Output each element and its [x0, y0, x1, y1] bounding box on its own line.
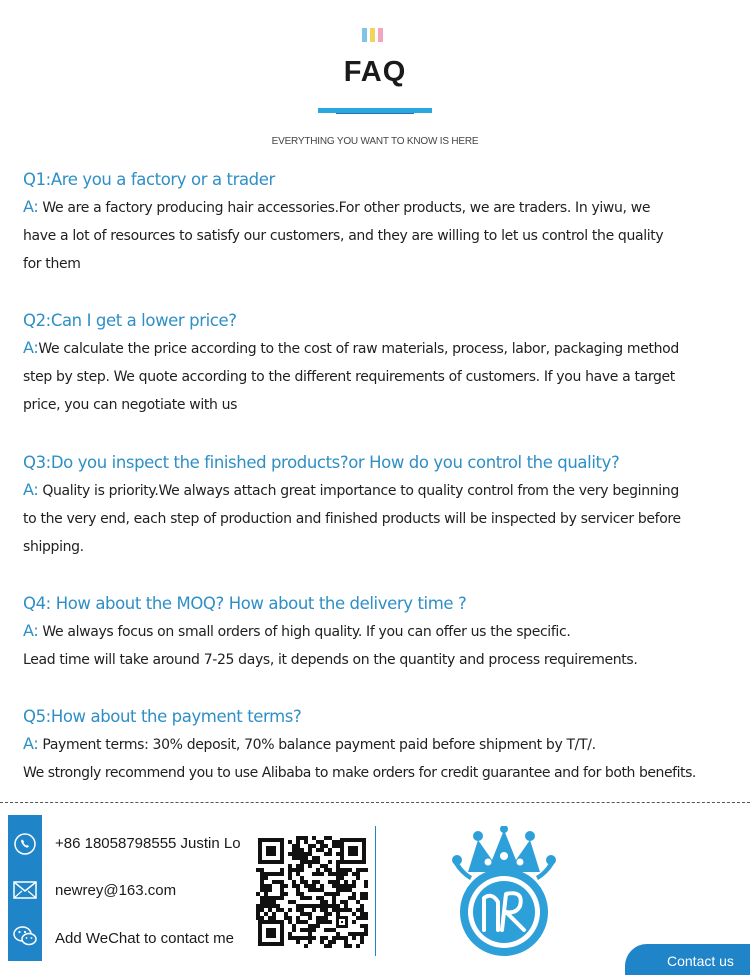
answer-line: We calculate the price according to the cost of raw materials, process, labor, packaging method — [38, 341, 679, 357]
faq-question: Q3:Do you inspect the finished products?or How do you control the quality? — [23, 453, 620, 472]
faq-question: Q2:Can I get a lower price? — [23, 311, 237, 330]
answer-line: shipping. — [23, 539, 84, 555]
faq-item-5 — [23, 706, 738, 787]
faq-answer — [23, 730, 738, 787]
answer-mark: A: — [23, 338, 39, 357]
contact-phone[interactable]: +86 18058798555 Justin Lo — [55, 835, 241, 852]
decorative-color-bars — [362, 28, 390, 42]
faq-item-3 — [23, 452, 738, 561]
answer-line: for them — [23, 256, 81, 272]
contact-us-button[interactable] — [625, 944, 750, 975]
faq-answer — [23, 334, 738, 419]
answer-mark: A: — [23, 480, 39, 499]
brand-logo — [448, 826, 560, 960]
faq-question: Q4: How about the MOQ? How about the delivery time ? — [23, 594, 467, 613]
contact-us-label: Contact us — [667, 953, 734, 969]
faq-question: Q1:Are you a factory or a trader — [23, 170, 275, 189]
faq-question: Q5:How about the payment terms? — [23, 707, 302, 726]
wechat-icon[interactable] — [12, 923, 38, 949]
page-title: FAQ — [343, 56, 407, 88]
answer-line: We strongly recommend you to use Alibaba to make orders for credit guarantee and for both benefits. — [23, 765, 696, 781]
faq-answer — [23, 476, 738, 561]
faq-item-4 — [23, 593, 738, 674]
answer-line: Lead time will take around 7-25 days, it depends on the quantity and process requirements. — [23, 652, 638, 668]
answer-line: price, you can negotiate with us — [23, 397, 238, 413]
answer-line: We always focus on small orders of high quality. If you can offer us the specific. — [42, 624, 571, 640]
deco-bar-yellow — [370, 28, 375, 42]
page-subtitle: EVERYTHING YOU WANT TO KNOW IS HERE — [271, 136, 479, 147]
deco-bar-pink — [378, 28, 383, 42]
faq-item-2 — [23, 310, 738, 419]
deco-bar-blue — [362, 28, 367, 42]
faq-answer — [23, 193, 738, 278]
answer-line: have a lot of resources to satisfy our customers, and they are willing to let us control the quality — [23, 228, 664, 244]
answer-line: We are a factory producing hair accessories.For other products, we are traders. In yiwu, we — [42, 200, 651, 216]
contact-icon-strip — [8, 815, 42, 961]
answer-mark: A: — [23, 197, 39, 216]
title-underline — [318, 108, 432, 113]
faq-item-1 — [23, 169, 738, 278]
answer-line: Quality is priority.We always attach great importance to quality control from the very beginning — [42, 483, 679, 499]
answer-line: step by step. We quote according to the different requirements of customers. If you have a target — [23, 369, 675, 385]
phone-icon[interactable] — [12, 831, 38, 857]
dashed-divider — [0, 802, 750, 803]
wechat-qr-code — [256, 836, 368, 948]
answer-line: Payment terms: 30% deposit, 70% balance payment paid before shipment by T/T/. — [42, 737, 596, 753]
mail-icon[interactable] — [12, 877, 38, 903]
answer-mark: A: — [23, 621, 39, 640]
faq-answer — [23, 617, 738, 674]
answer-line: to the very end, each step of production and finished products will be inspected by servicer before — [23, 511, 681, 527]
answer-mark: A: — [23, 734, 39, 753]
vertical-divider — [375, 826, 376, 956]
contact-wechat[interactable]: Add WeChat to contact me — [55, 930, 234, 947]
contact-email[interactable]: newrey@163.com — [55, 882, 177, 899]
